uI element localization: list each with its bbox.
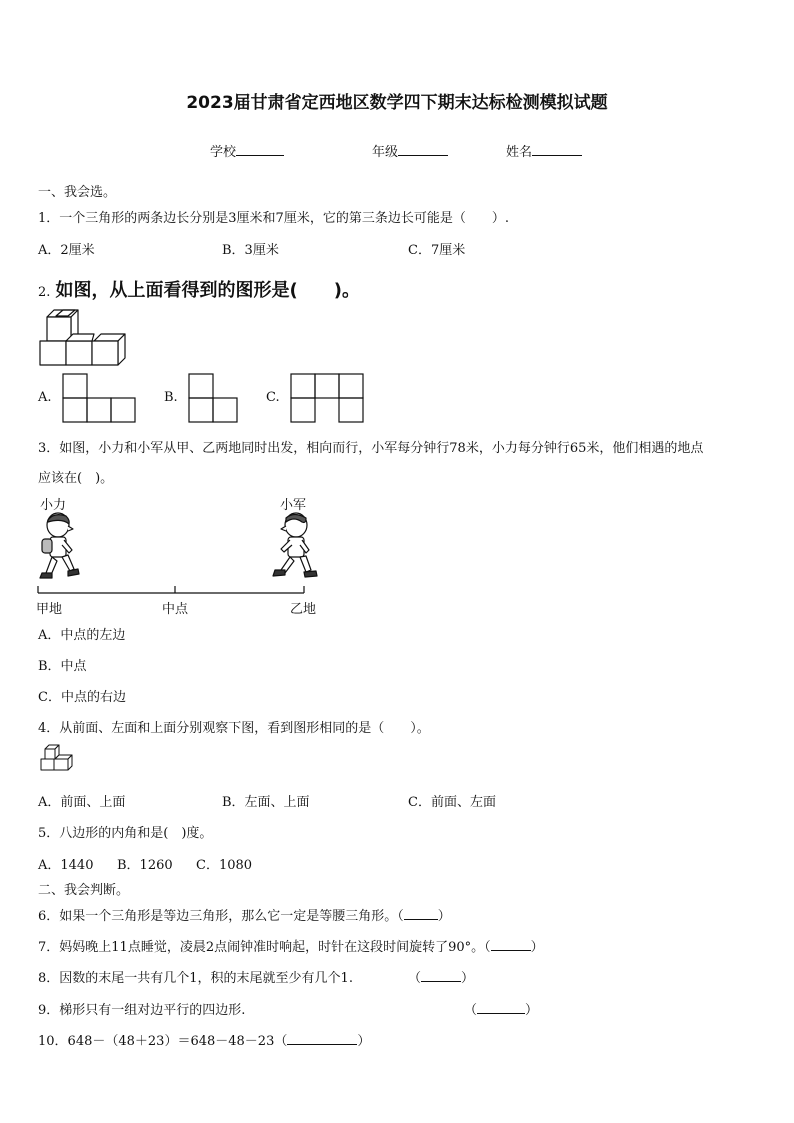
school-field xyxy=(210,141,284,160)
q5-option-c[interactable]: C．1080 xyxy=(196,858,253,873)
question-7 xyxy=(38,936,544,955)
question-10 xyxy=(38,1030,370,1049)
question-2 xyxy=(38,276,360,302)
q3-option-a[interactable]: A．中点的左边 xyxy=(38,628,126,643)
name-label: 姓名 xyxy=(506,145,533,160)
question-3-line-2: 应该在( )。 xyxy=(38,471,114,486)
q3-boy-right-icon xyxy=(272,512,320,584)
q3-place-yi: 乙地 xyxy=(290,602,317,617)
q3-distance-line xyxy=(36,585,308,597)
grade-label: 年级 xyxy=(372,145,399,160)
question-5: 5．八边形的内角和是( )度。 xyxy=(38,826,213,841)
q4-option-b[interactable]: B．左面、上面 xyxy=(222,795,310,810)
q1-option-c[interactable]: C．7厘米 xyxy=(408,243,466,258)
school-blank[interactable] xyxy=(236,142,284,156)
q2-option-b[interactable]: B. xyxy=(164,390,178,405)
question-9-text: 9．梯形只有一组对边平行的四边形. xyxy=(38,1003,246,1018)
page-title: 2023届甘肃省定西地区数学四下期末达标检测模拟试题 xyxy=(186,93,608,113)
question-3-line-1: 3．如图，小力和小军从甲、乙两地同时出发，相向而行，小军每分钟行78米，小力每分钟行65米，他们相遇的地点 xyxy=(38,441,704,456)
q2-option-a-figure xyxy=(62,373,138,423)
q3-option-c[interactable]: C．中点的右边 xyxy=(38,690,126,705)
q7-text: 7．妈妈晚上11点睡觉，凌晨2点闹钟准时响起，时针在这段时间旋转了90°。（ xyxy=(38,940,491,955)
question-8-text: 8．因数的末尾一共有几个1，积的末尾就至少有几个1. xyxy=(38,971,353,986)
q2-cube-figure xyxy=(38,310,124,366)
q5-option-a[interactable]: A．1440 xyxy=(38,858,94,873)
q4-option-a[interactable]: A．前面、上面 xyxy=(38,795,126,810)
q9-answer xyxy=(464,999,538,1018)
q8-answer xyxy=(408,967,474,986)
q10-text: 10．648－（48＋23）＝648－48－23（ xyxy=(38,1034,288,1049)
q4-cube-figure xyxy=(40,745,74,777)
q8-answer-blank[interactable] xyxy=(421,968,461,982)
q1-option-a[interactable]: A．2厘米 xyxy=(38,243,95,258)
q8-open-paren: （ xyxy=(408,971,422,986)
q3-place-jia: 甲地 xyxy=(36,602,63,617)
school-label: 学校 xyxy=(210,145,237,160)
q2-option-c[interactable]: C. xyxy=(266,390,280,405)
q2-option-a[interactable]: A. xyxy=(38,390,52,405)
q4-option-c[interactable]: C．前面、左面 xyxy=(408,795,496,810)
question-6 xyxy=(38,905,451,924)
q9-answer-blank[interactable] xyxy=(477,1000,525,1014)
q9-open-paren: （ xyxy=(464,1003,478,1018)
q3-place-midpoint: 中点 xyxy=(162,602,189,617)
q3-label-xiaojun: 小军 xyxy=(280,498,307,513)
q3-label-xiaoli: 小力 xyxy=(40,498,67,513)
q2-number: 2. xyxy=(38,285,51,300)
q8-close-paren: ） xyxy=(461,971,475,986)
grade-field xyxy=(372,141,448,160)
name-blank[interactable] xyxy=(532,142,582,156)
section-heading-1: 一、我会选。 xyxy=(38,185,117,200)
q7-answer-blank[interactable] xyxy=(491,937,531,951)
question-1: 1．一个三角形的两条边长分别是3厘米和7厘米，它的第三条边长可能是（ ）. xyxy=(38,211,509,226)
grade-blank[interactable] xyxy=(398,142,448,156)
name-field xyxy=(506,141,582,160)
q7-close-paren: ） xyxy=(530,940,544,955)
q2-option-b-figure xyxy=(188,373,240,423)
question-4: 4．从前面、左面和上面分别观察下图，看到图形相同的是（ ）。 xyxy=(38,721,430,736)
q6-text: 6．如果一个三角形是等边三角形，那么它一定是等腰三角形。（ xyxy=(38,909,404,924)
q3-boy-left-icon xyxy=(34,512,82,584)
q10-close-paren: ） xyxy=(357,1034,371,1049)
q5-option-b[interactable]: B．1260 xyxy=(117,858,173,873)
q6-close-paren: ） xyxy=(437,909,451,924)
section-heading-2: 二、我会判断。 xyxy=(38,883,130,898)
q9-close-paren: ） xyxy=(525,1003,539,1018)
q6-answer-blank[interactable] xyxy=(404,906,438,920)
q2-text: 如图，从上面看得到的图形是( )。 xyxy=(55,280,360,301)
q1-option-b[interactable]: B．3厘米 xyxy=(222,243,279,258)
q2-option-c-figure xyxy=(290,373,368,423)
q10-answer-blank[interactable] xyxy=(287,1031,357,1045)
q3-option-b[interactable]: B．中点 xyxy=(38,659,87,674)
